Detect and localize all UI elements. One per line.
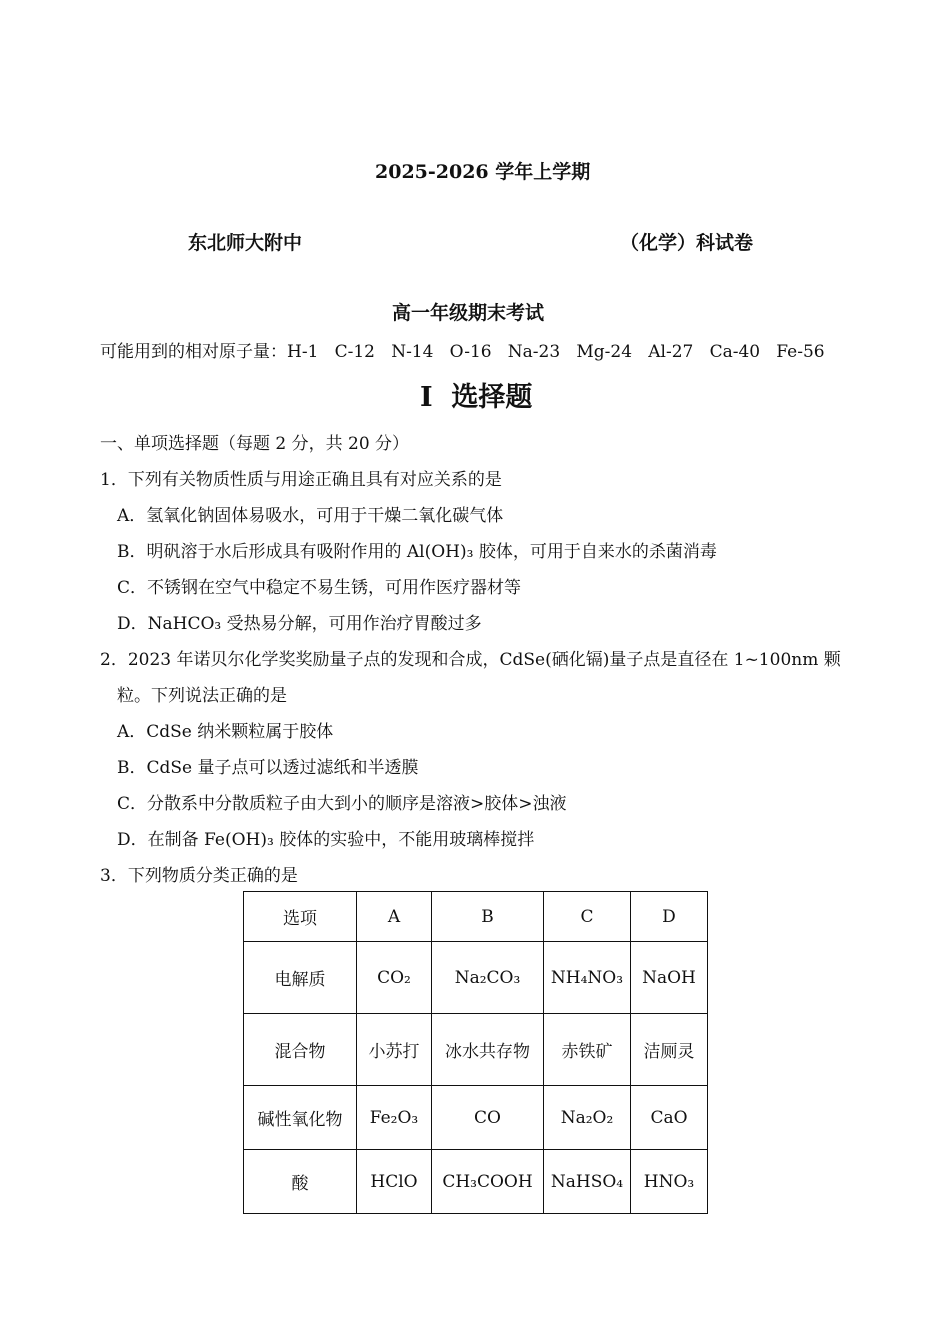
table-header-row (244, 892, 708, 942)
table-row (244, 942, 708, 1014)
question-1-option-d: D．NaHCO₃ 受热易分解，可用作治疗胃酸过多 (117, 614, 482, 634)
table-cell: 小苏打 (357, 1014, 432, 1086)
atomic-masses: 可能用到的相对原子量：H-1 C-12 N-14 O-16 Na-23 Mg-24 Al-27 Ca-40 Fe-56 (100, 342, 825, 362)
table-cell: 冰水共存物 (432, 1014, 544, 1086)
question-2-option-d: D．在制备 Fe(OH)₃ 胶体的实验中，不能用玻璃棒搅拌 (117, 830, 535, 850)
section-title: I 选择题 (420, 382, 533, 413)
table-row (244, 1014, 708, 1086)
table-cell: 碱性氧化物 (244, 1086, 357, 1150)
subject-title: （化学）科试卷 (620, 232, 754, 254)
table-header-cell: B (432, 892, 544, 942)
table-cell: HClO (357, 1150, 432, 1214)
table-cell: Fe₂O₃ (357, 1086, 432, 1150)
table-cell: HNO₃ (631, 1150, 708, 1214)
table-header-cell: C (544, 892, 631, 942)
table-cell: NH₄NO₃ (544, 942, 631, 1014)
table-cell: NaOH (631, 942, 708, 1014)
question-1-option-b: B．明矾溶于水后形成具有吸附作用的 Al(OH)₃ 胶体，可用于自来水的杀菌消毒 (117, 542, 717, 562)
question-2-stem: 2．2023 年诺贝尔化学奖奖励量子点的发现和合成，CdSe(硒化镉)量子点是直径在 1~100nm 颗 (100, 650, 841, 670)
table-cell: 电解质 (244, 942, 357, 1014)
table-header-cell: 选项 (244, 892, 357, 942)
question-2-option-c: C．分散系中分散质粒子由大到小的顺序是溶液>胶体>浊液 (117, 794, 567, 814)
table-cell: CaO (631, 1086, 708, 1150)
part-heading: 一、单项选择题（每题 2 分，共 20 分） (100, 434, 410, 454)
question-1-option-a: A．氢氧化钠固体易吸水，可用于干燥二氧化碳气体 (117, 506, 504, 526)
table-cell: Na₂CO₃ (432, 942, 544, 1014)
table-cell: CO (432, 1086, 544, 1150)
table-cell: 洁厕灵 (631, 1014, 708, 1086)
exam-term: 2025-2026 学年上学期 (375, 161, 591, 183)
classification-table (243, 891, 708, 1214)
question-2-stem-cont: 粒。下列说法正确的是 (117, 686, 287, 706)
table-header-cell: D (631, 892, 708, 942)
question-1-option-c: C．不锈钢在空气中稳定不易生锈，可用作医疗器材等 (117, 578, 522, 598)
table-cell: 混合物 (244, 1014, 357, 1086)
table-cell: 酸 (244, 1150, 357, 1214)
table-cell: 赤铁矿 (544, 1014, 631, 1086)
exam-name: 高一年级期末考试 (392, 302, 545, 324)
school-name: 东北师大附中 (188, 232, 303, 254)
question-1-stem: 1．下列有关物质性质与用途正确且具有对应关系的是 (100, 470, 502, 490)
table-row (244, 1086, 708, 1150)
table-cell: Na₂O₂ (544, 1086, 631, 1150)
table-cell: CO₂ (357, 942, 432, 1014)
table-header-cell: A (357, 892, 432, 942)
table-row (244, 1150, 708, 1214)
table-cell: CH₃COOH (432, 1150, 544, 1214)
question-2-option-b: B．CdSe 量子点可以透过滤纸和半透膜 (117, 758, 419, 778)
question-2-option-a: A．CdSe 纳米颗粒属于胶体 (117, 722, 334, 742)
table-cell: NaHSO₄ (544, 1150, 631, 1214)
question-3-stem: 3．下列物质分类正确的是 (100, 866, 298, 886)
